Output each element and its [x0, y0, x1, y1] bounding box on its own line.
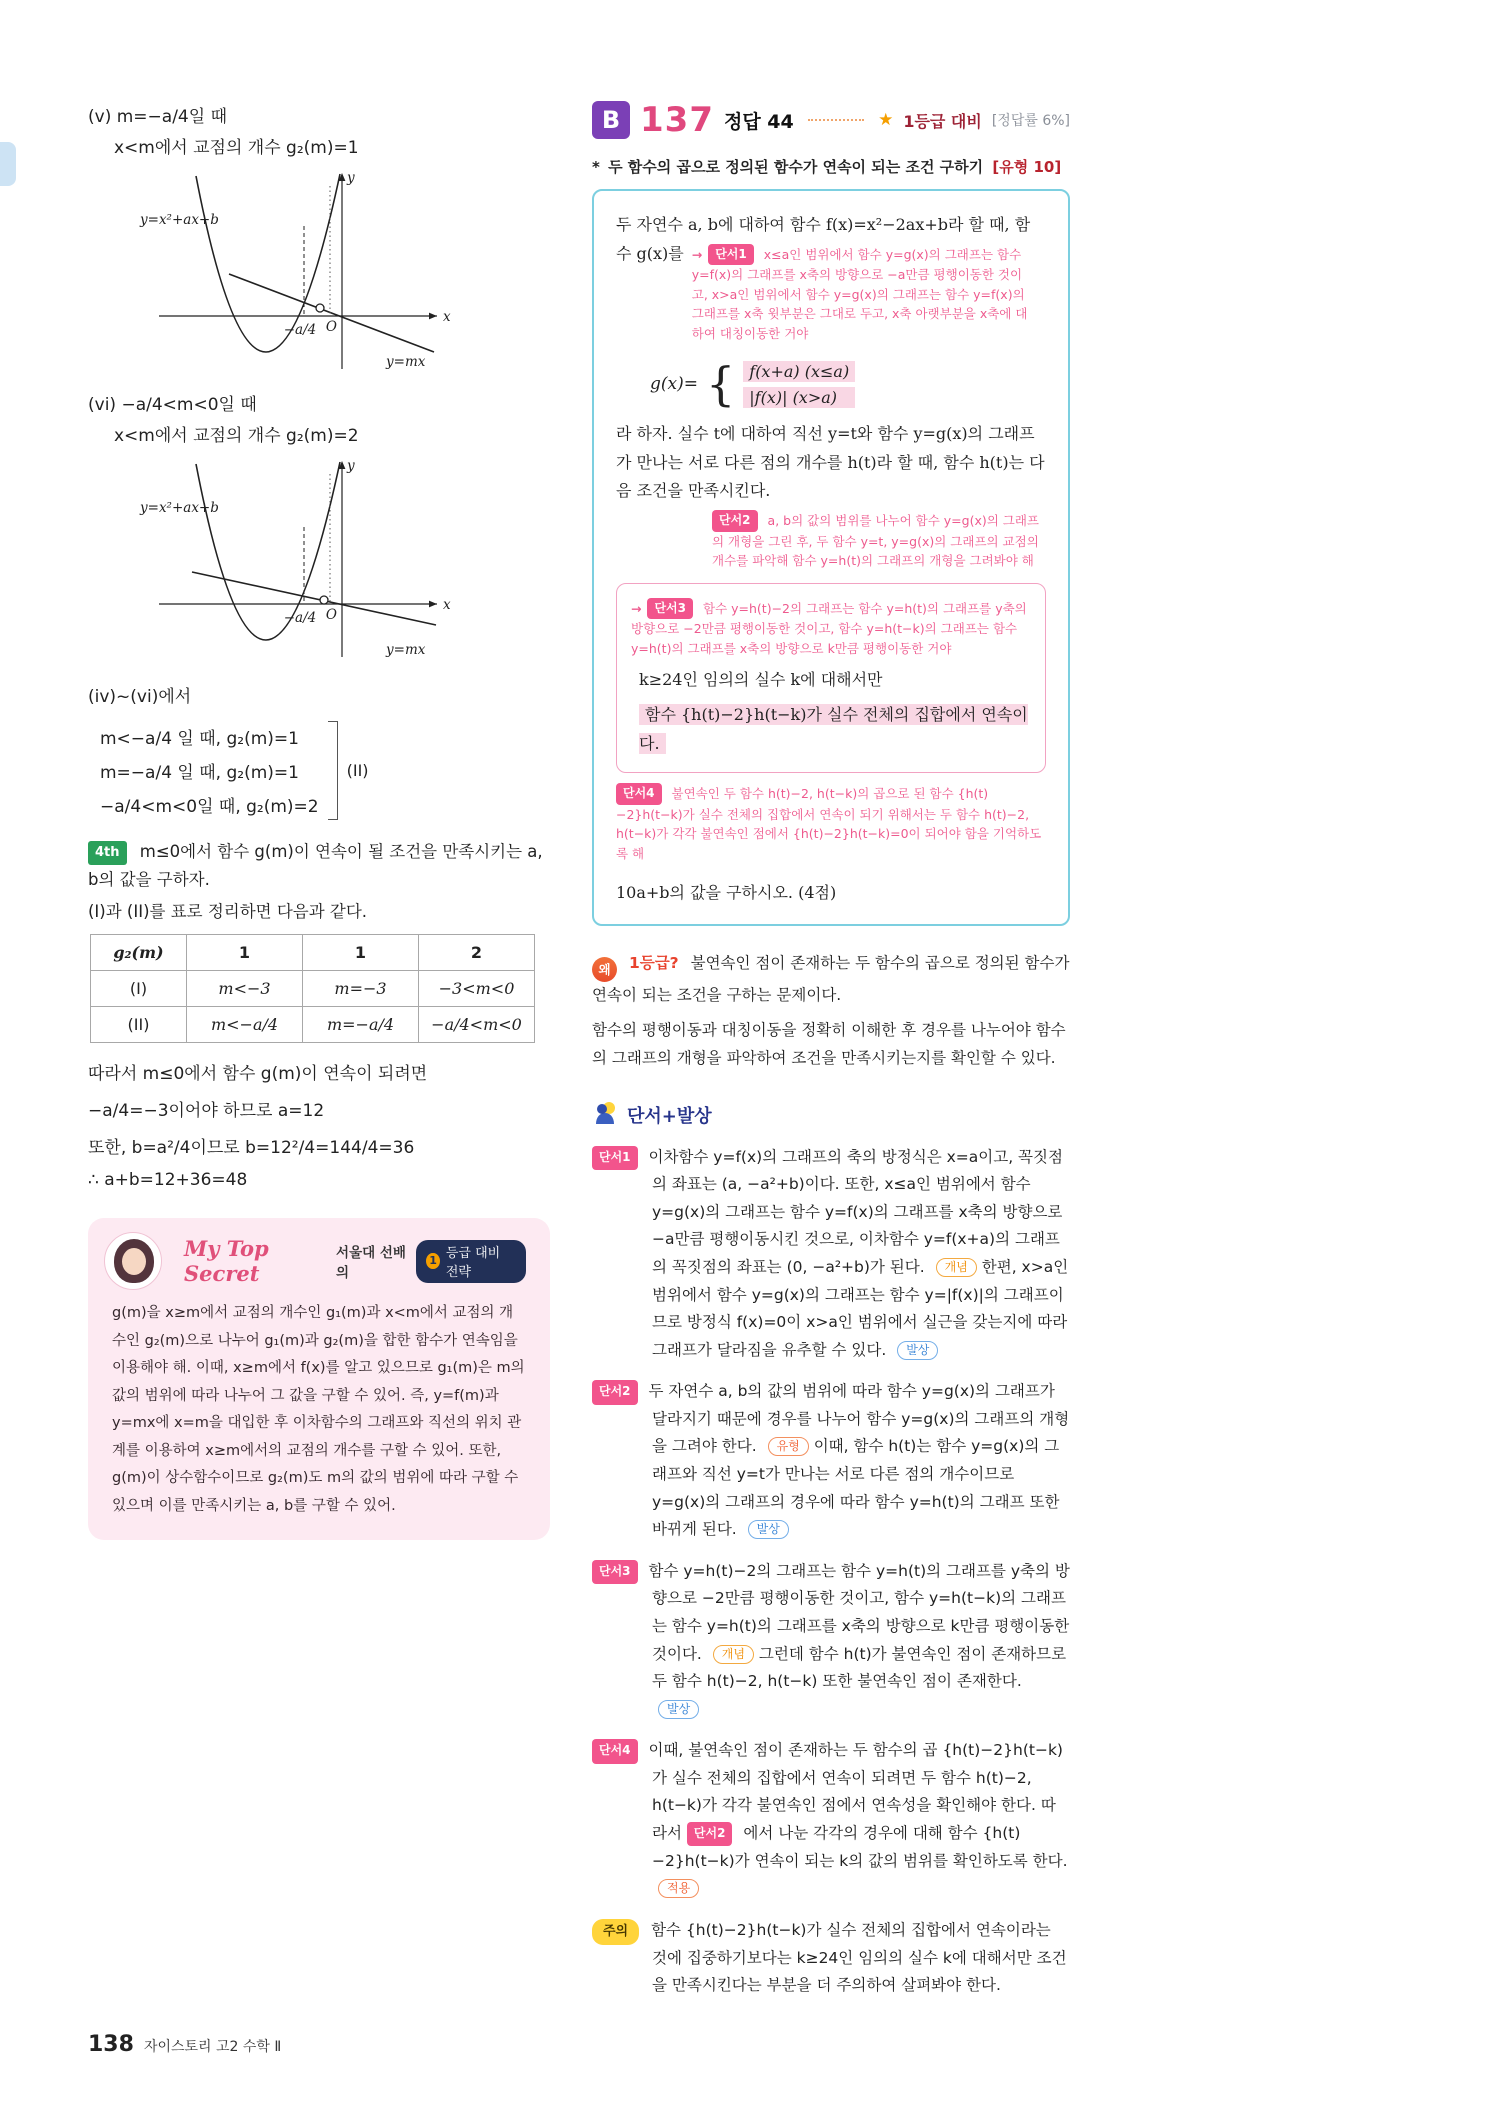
question-line: 10a+b의 값을 구하시오. (4점): [616, 883, 837, 903]
open-point: [320, 596, 328, 604]
line-y-mx: [229, 274, 434, 352]
analysis-clue-2: [592, 1378, 1070, 1543]
arrow-icon: →: [631, 600, 642, 616]
arrow-icon: →: [691, 246, 703, 262]
clue-annotation-2: [712, 510, 1046, 570]
problem-row: [616, 240, 1046, 349]
clue-text: 이때, 함수 h(t)는 함수 y=g(x)의 그래프와 직선 y=t가 만나는 서로 다른 점의 개수이므로 y=g(x)의 그래프의 경우에 따라 함수 y=h(t)의 그래프 또한 바뀌게 된다.: [652, 1437, 1060, 1539]
clue-annotation-text: a, b의 값의 범위를 나누어 함수 y=g(x)의 그래프의 개형을 그린 후, 두 함수 y=t, y=g(x)의 그래프의 교점의 개수를 파악해 함수 y=h(t)의 그래프의 개형을 그려봐야 해: [712, 513, 1039, 569]
concept-pill: 개념: [713, 1645, 754, 1664]
piecewise-formula: [650, 356, 1046, 411]
clue-text: 에서 나눈 각각의 경우에 대해 함수 {h(t)−2}h(t−k)가 연속이 되는 k의 값의 범위를 확인하도록 한다.: [652, 1823, 1068, 1870]
summary-table: [90, 934, 535, 1043]
x-axis-arrow-icon: [429, 313, 437, 320]
brace-icon: {: [705, 356, 736, 411]
table-row: [91, 971, 535, 1007]
table-header-row: [91, 935, 535, 971]
apply-pill: 적용: [658, 1879, 699, 1898]
problem-number: 137: [640, 100, 714, 140]
case-v-heading: (v) m=−a/4일 때: [88, 107, 227, 127]
origin-label: O: [325, 319, 337, 335]
type-reference: [유형 10]: [992, 158, 1062, 176]
clue-badge: 단서4: [616, 783, 662, 805]
parabola-curve: [196, 462, 340, 640]
asterisk-icon: *: [592, 158, 600, 176]
y-axis-label: y: [347, 458, 355, 474]
why-badge: 왜: [592, 957, 617, 982]
clue-badge: 단서1: [592, 1146, 638, 1170]
case-vi-heading: (vi) −a/4<m<0일 때: [88, 395, 257, 415]
idea-pill: 발상: [658, 1700, 699, 1719]
condition-line-1: k≥24인 임의의 실수 k에 대해서만: [639, 669, 883, 689]
caution-badge: 주의: [592, 1919, 639, 1945]
dotted-leader: [808, 119, 864, 121]
my-top-secret-box: [88, 1218, 550, 1540]
first-grade-target-label: 1등급 대비: [903, 111, 982, 131]
answer-label: 정답 44: [723, 110, 794, 133]
page-footer: [88, 2032, 281, 2057]
clue-text: 두 자연수 a, b의 값의 범위에 따라 함수 y=g(x)의 그래프가 달라지기 때문에 경우를 나누어 함수 y=g(x)의 그래프의 개형을 그려야 한다.: [648, 1382, 1070, 1456]
analysis-clue-4: [592, 1737, 1070, 1902]
secret-header: [184, 1236, 526, 1286]
case-vi-body: x<m에서 교점의 개수 g₂(m)=2: [114, 426, 359, 446]
table-cell: −a/4<m<0: [419, 1007, 535, 1043]
table-cell: m<−3: [187, 971, 303, 1007]
case-line: −a/4<m<0일 때, g₂(m)=2: [100, 797, 319, 817]
problem-header: [592, 100, 1070, 140]
formula-case: |f(x)| (x>a): [743, 387, 855, 408]
table-cell: m=−a/4: [303, 1007, 419, 1043]
idea-pill: 발상: [748, 1520, 789, 1539]
y-axis-label: y: [347, 170, 355, 186]
clue-annotation-4: [616, 783, 1046, 863]
table-cell: −3<m<0: [419, 971, 535, 1007]
x-axis-label: x: [443, 309, 451, 325]
idea-icon: [592, 1100, 618, 1130]
clue-annotation-1: [692, 244, 1028, 343]
left-column: [88, 92, 550, 1540]
conclusion-line: 또한, b=a²/4이므로 b=12²/4=144/4=36: [88, 1138, 415, 1159]
conclusion-line: ∴ a+b=12+36=48: [88, 1170, 248, 1191]
caution-text: 함수 {h(t)−2}h(t−k)가 실수 전체의 집합에서 연속이라는 것에 집중하기보다는 k≥24인 임의의 실수 k에 대해서만 조건을 만족시킨다는 부분을 더 주의하여 살펴봐야 한다.: [651, 1920, 1067, 1995]
open-point: [316, 304, 324, 312]
tick-label: −a/4: [283, 322, 317, 338]
range-summary-title: (iv)~(vi)에서: [88, 687, 192, 707]
table-cell: m<−a/4: [187, 1007, 303, 1043]
origin-label: O: [325, 607, 337, 623]
case-bracket-label: (II): [346, 761, 369, 780]
condition-box: [616, 583, 1046, 774]
grade-strategy-badge: [416, 1240, 526, 1283]
graph-case-v: [134, 164, 550, 380]
step-4-badge: 4th: [88, 841, 127, 865]
secret-byline: 서울대 선배의: [336, 1245, 406, 1282]
page-edge-tab: [0, 142, 16, 186]
case-summary-group: [100, 715, 550, 826]
analysis-clue-1: [592, 1144, 1070, 1365]
formula-case: f(x+a) (x≤a): [743, 361, 855, 382]
star-icon: ★: [878, 110, 894, 130]
table-header-cell: 1: [187, 935, 303, 971]
grade-strategy-label: 등급 대비 전략: [445, 1245, 501, 1280]
highlighted-condition: 함수 {h(t)−2}h(t−k)가 실수 전체의 집합에서 연속이다.: [639, 704, 1028, 753]
problem-text: 라 하자. 실수 t에 대하여 직선 y=t와 함수 y=g(x)의 그래프가 만나는 서로 다른 점의 개수를 h(t)라 할 때, 함수 h(t)는 다음 조건을 만족시킨다.: [616, 423, 1045, 501]
table-header-cell: 1: [303, 935, 419, 971]
clue-badge: 단서2: [712, 510, 758, 532]
clue-text: 이차함수 y=f(x)의 그래프의 축의 방정식은 x=a이고, 꼭짓점의 좌표는 (a, −a²+b)이다. 또한, x≤a인 범위에서 함수 y=g(x)의 그래프는 함수 y=f(x)의 그래프를 x축의 방향으로 −a만큼 평행이동시킨 것으로, 이차함수 y=f(x+a)의 그래프의 꼭짓점의 좌표는 (0, −a²+b)가 된다.: [648, 1147, 1063, 1276]
table-row: [91, 1007, 535, 1043]
problem-box: [592, 189, 1070, 926]
case-line: m<−a/4 일 때, g₂(m)=1: [100, 729, 299, 749]
clue-badge: 단서2: [592, 1380, 638, 1404]
tick-label: −a/4: [283, 610, 317, 626]
clue-text: 한편, x>a인 범위에서 함수 y=g(x)의 그래프는 함수 y=|f(x)|의 그래프이므로 방정식 f(x)=0이 x>a인 범위에서 실근을 갖는지에 따라 그래프가 달라짐을 유추할 수 있다.: [652, 1258, 1069, 1359]
mentor-avatar: [104, 1232, 162, 1290]
type-pill: 유형: [768, 1437, 809, 1456]
analysis-title: 단서+발상: [627, 1105, 712, 1127]
secret-body: g(m)을 x≥m에서 교점의 개수인 g₁(m)과 x<m에서 교점의 개수인 g₂(m)으로 나누어 g₁(m)과 g₂(m)을 합한 함수가 연속임을 이용해야 해. 이때, x≥m에서 f(x)를 알고 있으므로 g₁(m)은 m의 값의 범위에 따라 나누어 그 값을 구할 수 있어. 즉, y=f(m)과 y=mx에 x=m을 대입한 후 이차함수의 그래프와 직선의 위치 관계를 이용하여 x≥m에서의 교점의 개수를 구할 수 있어. 또한, g(m)이 상수함수이므로 g₂(m)도 m의 값의 범위에 따라 구할 수 있으며 이를 만족시키는 a, b를 구할 수 있어.: [112, 1305, 525, 1514]
clue-text: 그런데 함수 h(t)가 불연속인 점이 존재하므로 두 함수 h(t)−2, h(t−k) 또한 불연속인 점이 존재한다.: [652, 1644, 1067, 1691]
graph-case-vi: [134, 452, 550, 668]
conclusion-line: −a/4=−3이어야 하므로 a=12: [88, 1101, 325, 1122]
table-header-cell: 2: [419, 935, 535, 971]
x-axis-label: x: [443, 597, 451, 613]
number-one-icon: 1: [426, 1253, 439, 1269]
formula-lhs: g(x)=: [650, 374, 698, 395]
table-cell: (I): [91, 971, 187, 1007]
case-line: m=−a/4 일 때, g₂(m)=1: [100, 763, 299, 783]
caution-block: [592, 1917, 1070, 2000]
clue-annotation-text: 함수 y=h(t)−2의 그래프는 함수 y=h(t)의 그래프를 y축의 방향으로 −2만큼 평행이동한 것이고, 함수 y=h(t−k)의 그래프는 함수 y=h(t)의 그래프를 x축의 방향으로 k만큼 평행이동한 거야: [631, 600, 1027, 656]
clue-annotation-text: x≤a인 범위에서 함수 y=g(x)의 그래프는 함수 y=f(x)의 그래프를 x축의 방향으로 −a만큼 평행이동한 것이고, x>a인 범위에서 함수 y=g(x)의 그래프는 함수 y=f(x)의 그래프를 x축 윗부분은 그대로 두고, x축 아랫부분을 x축에 대하여 대칭이동한 거야: [691, 246, 1028, 341]
conclusion-line: 따라서 m≤0에서 함수 g(m)이 연속이 되려면: [88, 1064, 428, 1085]
step-4-text: m≤0에서 함수 g(m)이 연속이 될 조건을 만족시키는 a, b의 값을 구하자.: [88, 842, 543, 890]
clue-text: 이때, 불연속인 점이 존재하는 두 함수의 곱 {h(t)−2}h(t−k)가 실수 전체의 집합에서 연속이 되려면 두 함수 h(t)−2, h(t−k)가 각각 불연속인 점에서 연속성을 확인해야 한다. 따라서: [648, 1741, 1063, 1842]
table-header-cell: g₂(m): [91, 935, 187, 971]
why-text-2: 함수의 평행이동과 대칭이동을 정확히 이해한 후 경우를 나누어야 함수의 그래프의 개형을 파악하여 조건을 만족시키는지를 확인할 수 있다.: [592, 1021, 1066, 1067]
clue-badge: 단서3: [592, 1560, 638, 1584]
analysis-clue-3: [592, 1558, 1070, 1723]
book-title: 자이스토리 고2 수학 Ⅱ: [143, 2039, 282, 2055]
concept-pill: 개념: [936, 1258, 977, 1277]
step-4-text-2: (I)과 (II)를 표로 정리하면 다음과 같다.: [88, 902, 368, 922]
table-cell: (II): [91, 1007, 187, 1043]
right-column: [592, 100, 1070, 2014]
clue-text: 함수 y=h(t)−2의 그래프는 함수 y=h(t)의 그래프를 y축의 방향으로 −2만큼 평행이동한 것이고, 함수 y=h(t−k)의 그래프는 함수 y=h(t)의 그래프를 x축의 방향으로 k만큼 평행이동한 것이다.: [648, 1561, 1070, 1663]
correct-rate-label: [정답률 6%]: [991, 113, 1070, 129]
skill-text: 두 함수의 곱으로 정의된 함수가 연속이 되는 조건 구하기: [608, 158, 984, 176]
clue-reference-badge: 단서2: [687, 1822, 733, 1846]
difficulty-badge: B: [592, 101, 630, 139]
step-4-paragraph: [88, 838, 550, 894]
clue-badge: 단서1: [708, 244, 754, 266]
idea-pill: 발상: [897, 1341, 938, 1360]
clue-annotation-text: 불연속인 두 함수 h(t)−2, h(t−k)의 곱으로 된 함수 {h(t)−2}h(t−k)가 실수 전체의 집합에서 연속이 되기 위해서는 두 함수 h(t)−2, h(t−k)가 각각 불연속인 점에서 {h(t)−2}h(t−k)=0이 되어야 함을 기억하도록 해: [616, 786, 1042, 861]
case-bracket: [328, 721, 338, 820]
why-title: 1등급?: [628, 953, 679, 972]
why-text: 불연속인 점이 존재하는 두 함수의 곱으로 정의된 함수가 연속이 되는 조건을 구하는 문제이다.: [592, 953, 1070, 1005]
problem-text: 두 자연수 a, b에 대하여 함수 f(x)=x²−2ax+b라 할 때, 함: [616, 215, 1031, 234]
line-label: y=mx: [386, 642, 426, 658]
skill-line: [592, 156, 1070, 177]
why-first-grade-block: [592, 950, 1070, 1072]
clue-badge: 단서3: [647, 598, 693, 620]
clue-annotation-3: [631, 598, 1031, 658]
curve-label: y=x²+ax+b: [140, 212, 219, 228]
analysis-header: [592, 1100, 1070, 1130]
clue-badge: 단서4: [592, 1739, 638, 1763]
table-cell: m=−3: [303, 971, 419, 1007]
x-axis-arrow-icon: [429, 601, 437, 608]
case-v-body: x<m에서 교점의 개수 g₂(m)=1: [114, 138, 359, 158]
curve-label: y=x²+ax+b: [140, 500, 219, 516]
problem-text: 수 g(x)를: [616, 243, 684, 263]
page-number: 138: [88, 2032, 134, 2057]
secret-title: My Top Secret: [184, 1236, 269, 1287]
parabola-curve: [196, 174, 340, 352]
condition-line-2: [639, 701, 1031, 759]
line-label: y=mx: [386, 354, 426, 370]
